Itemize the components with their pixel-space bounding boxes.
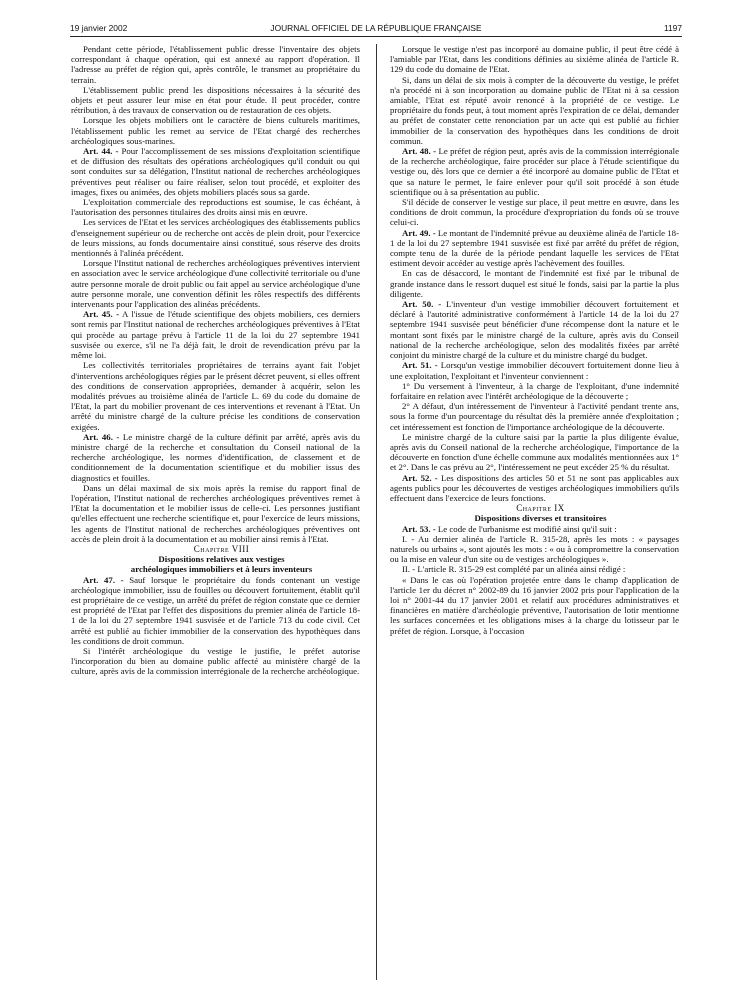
section-heading-line: archéologiques immobiliers et à leurs inventeurs bbox=[130, 564, 313, 575]
paragraph: Si l'intérêt archéologique du vestige le justifie, le préfet autorise l'incorporation du bien au domaine public affecté au ministère chargé de la culture, après avis de la commission interrégionale de la recherche archéologique. bbox=[71, 645, 360, 677]
article-label: Art. 50. - bbox=[402, 299, 442, 310]
article-text: Le montant de l'indemnité prévue au deuxième alinéa de l'article 18-1 de la loi du 27 septembre 1941 susvisée est fixé par arrêté du préfet de région, compte tenu de la durée de la période pendant laquelle les services de l'Etat estiment devoir accéder au vestige après l'achèvement des fouilles. bbox=[390, 227, 679, 269]
article-text: Le ministre chargé de la culture définit par arrêté, après avis du ministre chargé de la recherche et consultation du Conseil national de la recherche archéologique, les normes d'identification, de classement et de conditionnement de la documentation scientifique et du mobilier issus des diagnostics et fouilles. bbox=[71, 431, 360, 483]
article-51 bbox=[390, 360, 679, 380]
chapter-heading: Chapitre VIII bbox=[193, 543, 250, 554]
paragraph: 1° Du versement à l'inventeur, à la charge de l'exploitant, d'une indemnité forfaitaire en relation avec l'intérêt archéologique de la découverte ; bbox=[390, 380, 679, 401]
article-label: Art. 44. - bbox=[83, 146, 119, 157]
article-45 bbox=[71, 309, 360, 360]
article-52 bbox=[390, 473, 679, 504]
article-label: Art. 47. - bbox=[83, 574, 124, 585]
article-label: Art. 48. - bbox=[402, 146, 437, 157]
article-label: Art. 52. - bbox=[402, 472, 438, 483]
paragraph: L'établissement public prend les dispositions nécessaires à la sécurité des objets et peut assurer leur mise en état pour étude. Il peut procéder, contre rétribution, à des travaux de conservation ou de restauration de ces objets. bbox=[71, 84, 360, 116]
article-49 bbox=[390, 228, 679, 269]
paragraph: En cas de désaccord, le montant de l'indemnité est fixé par le tribunal de grande instance dans le ressort duquel est situé le fonds, saisi par la partie la plus diligente. bbox=[390, 268, 679, 299]
article-text: Le code de l'urbanisme est modifié ainsi qu'il suit : bbox=[435, 523, 617, 534]
right-column bbox=[390, 44, 679, 984]
paragraph: I. - Au dernier alinéa de l'article R. 315-28, après les mots : « paysages naturels ou urbains », sont ajoutés les mots : « ou à compromettre la conservation ou la mise en valeur d'un site ou de vestiges archéologiques ». bbox=[390, 533, 679, 565]
paragraph: Dans un délai maximal de six mois après la remise du rapport final de l'opération, l'Institut national de recherches archéologiques préventives remet à l'Etat la documentation et le mobilier issus de celle-ci. Les personnes justifiant qu'elles effectuent une recherche scientifique et, pour l'exercice de leurs missions, les agents de l'Institut national de recherches archéologiques préventives ont accès de plein droit à la documentation et au mobilier ainsi remis à l'Etat. bbox=[71, 482, 360, 544]
article-label: Art. 49. - bbox=[402, 227, 436, 238]
article-53 bbox=[390, 524, 679, 534]
header-page-number: 1197 bbox=[663, 23, 682, 33]
paragraph: Lorsque les objets mobiliers ont le caractère de biens culturels maritimes, l'établissement public les remet au service de l'Etat chargé des recherches archéologiques sous-marines. bbox=[71, 115, 360, 146]
article-label: Art. 53. - bbox=[402, 523, 436, 534]
article-text: L'inventeur d'un vestige immobilier découvert fortuitement et déclaré à l'autorité administrative conformément à l'article 14 de la loi du 27 septembre 1941 susvisée peut bénéficier d'une récompense dont la nature et le montant sont fixés par le ministre chargé de la culture, après avis du Conseil national de la recherche archéologique, selon des modalités fixées par arrêté conjoint du ministre chargé de la culture et du ministre chargé du budget. bbox=[390, 299, 679, 361]
article-46 bbox=[71, 432, 360, 483]
paragraph: 2° A défaut, d'un intéressement de l'inventeur à l'activité pendant trente ans, sous la forme d'un pourcentage du résultat dès la première année d'exploitation ; cet intéressement est fonction de l'importance archéologique de la découverte. bbox=[390, 401, 679, 432]
section-heading bbox=[71, 554, 360, 574]
paragraph: Si, dans un délai de six mois à compter de la découverte du vestige, le préfet n'a procédé ni à son incorporation au domaine public de l'Etat ni à sa cession amiable, l'Etat est réputé avoir renoncé à la propriété de ce vestige. Le propriétaire du fonds peut, à tout moment après l'expiration de ce délai, demander au préfet de constater cette renonciation par un acte qui est publié au fichier immobilier de la conservation des hypothèques dans les conditions de droit commun. bbox=[390, 74, 679, 146]
article-text: Les dispositions des articles 50 et 51 ne sont pas applicables aux agents publics pour les découvertes de vestiges archéologiques immobiliers qu'ils effectuent dans l'exercice de leurs fonctions. bbox=[390, 472, 679, 503]
article-text: Pour l'accomplissement de ses missions d'exploitation scientifique et de diffusion des résultats des opérations archéologiques qu'il conduit ou qui sont conduites sur sa délégation, l'Institut national de recherches archéologiques préventives peut réaliser ou faire réaliser, selon tout procédé, et exploiter des images, fixes ou animées, des objets mobiliers placés sous sa garde. bbox=[71, 146, 360, 197]
chapter-heading: Chapitre IX bbox=[516, 503, 565, 514]
article-48 bbox=[390, 146, 679, 197]
article-text: Le préfet de région peut, après avis de la commission interrégionale de la recherche archéologique, faire procéder sur place à l'étude scientifique du vestige ou, dès lors que ce dernier a été incorporé au domaine public de l'Etat et que sa nature le permet, le faire enlever pour qu'il soit procédé à son étude scientifique ou à sa présentation au public. bbox=[390, 146, 679, 197]
article-label: Art. 51. - bbox=[402, 360, 438, 371]
page-header bbox=[70, 21, 682, 35]
column-divider bbox=[376, 44, 377, 980]
article-text: A l'issue de l'étude scientifique des objets mobiliers, ces derniers sont remis par l'Institut national de recherches archéologiques préventives à l'Etat qui procède au partage prévu à l'article 11 de la loi du 27 septembre 1941 susvisée ou exerce, s'il ne l'a déjà fait, le droit de revendication prévu par la même loi. bbox=[71, 309, 360, 361]
paragraph: Les services de l'Etat et les services archéologiques des établissements publics d'enseignement supérieur ou de recherche ont accès de plein droit, pour l'exercice de leurs missions, au fonds documentaire ainsi constitué, sous réserve des droits mentionnés à l'alinéa précédent. bbox=[71, 217, 360, 259]
paragraph: « Dans le cas où l'opération projetée entre dans le champ d'application de l'article 1er du décret n° 2002-89 du 16 janvier 2002 pris pour l'application de la loi n° 2001-44 du 17 janvier 2001 et relatif aux procédures administratives et financières en matière d'archéologie préventive, l'autorisation de lotir mentionne les surfaces concernées et les obligations mises à la charge du lotisseur par le préfet de région. Lorsque, à l'occasion bbox=[390, 574, 679, 636]
article-label: Art. 45. - bbox=[83, 309, 120, 320]
paragraph: Lorsque le vestige n'est pas incorporé au domaine public, il peut être cédé à l'amiable par l'Etat, dans les conditions définies au sixième alinéa de l'article R. 129 du code du domaine de l'Etat. bbox=[390, 44, 679, 75]
header-journal-title: JOURNAL OFFICIEL DE LA RÉPUBLIQUE FRANÇAISE bbox=[270, 23, 482, 33]
paragraph: S'il décide de conserver le vestige sur place, il peut mettre en œuvre, dans les conditions de droit commun, la procédure d'expropriation du fonds où se trouve celui-ci. bbox=[390, 197, 679, 228]
header-rule bbox=[70, 36, 682, 37]
article-47 bbox=[71, 575, 360, 646]
paragraph: Pendant cette période, l'établissement public dresse l'inventaire des objets correspondant à chaque opération, qui est annexé au rapport d'opération. Il l'adresse au préfet de région qui, après contrôle, le transmet au propriétaire du terrain. bbox=[71, 44, 360, 85]
article-text: Lorsqu'un vestige immobilier découvert fortuitement donne lieu à une exploitation, l'exploitant et l'inventeur conviennent : bbox=[390, 360, 679, 381]
article-50 bbox=[390, 299, 679, 360]
article-44 bbox=[71, 146, 360, 197]
section-heading: Dispositions diverses et transitoires bbox=[474, 513, 607, 524]
article-text: Sauf lorsque le propriétaire du fonds contenant un vestige archéologique immobilier, issu de fouilles ou découvert fortuitement, établit qu'il est propriétaire de ce vestige, un arrêté du préfet de région constate que ce dernier est propriété de l'Etat par l'effet des dispositions du premier alinéa de l'article 18-1 de la loi du 27 septembre 1941 susvisée et de l'article 713 du code civil. Cet arrêté est publié au fichier immobilier de la conservation des hypothèques dans les conditions de droit commun. bbox=[71, 574, 360, 646]
paragraph: Lorsque l'Institut national de recherches archéologiques préventives intervient en association avec le service archéologique d'une collectivité territoriale ou d'une autre personne morale de droit public ou fait appel au service archéologique d'une autre personne morale, une convention définit les rôles respectifs des différents intervenants pour l'application des alinéas précédents. bbox=[71, 258, 360, 310]
paragraph: II. - L'article R. 315-29 est complété par un alinéa ainsi rédigé : bbox=[402, 564, 626, 575]
paragraph: Les collectivités territoriales propriétaires de terrains ayant fait l'objet d'interventions archéologiques régies par le présent décret peuvent, si elles offrent des conditions de conservation appropriées, demander à acquérir, selon les modalités prévues au troisième alinéa de l'article L. 69 du code du domaine de l'Etat, la part du mobilier provenant de ces interventions et revenant à l'Etat. Un arrêté du ministre chargé de la culture précise les conditions de conservation exigées. bbox=[71, 360, 360, 432]
section-heading-line: Dispositions relatives aux vestiges bbox=[158, 554, 285, 565]
left-column bbox=[71, 44, 360, 984]
header-date: 19 janvier 2002 bbox=[70, 23, 128, 33]
paragraph: Le ministre chargé de la culture saisi par la partie la plus diligente évalue, après avis du Conseil national de la recherche archéologique, l'importance de la découverte en fonction d'une échelle commune aux modalités mentionnées aux 1° et 2°. Dans le cas prévu au 2°, l'intéressement ne peut excéder 25 % du résultat. bbox=[390, 431, 679, 473]
article-label: Art. 46. - bbox=[83, 431, 120, 442]
paragraph: L'exploitation commerciale des reproductions est soumise, le cas échéant, à l'autorisation des personnes titulaires des droits ainsi mis en œuvre. bbox=[71, 197, 360, 218]
